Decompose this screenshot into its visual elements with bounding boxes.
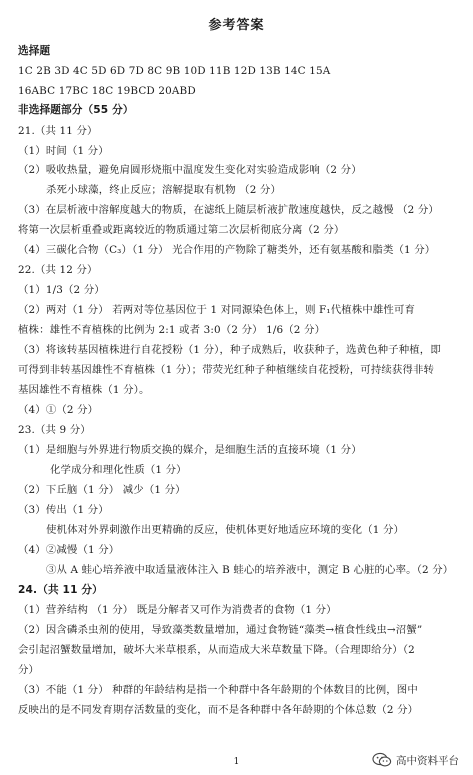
- answer-line: （4）三碳化合物（C₃）（1 分） 光合作用的产物除了糖类外，还有氨基酸和脂类（1 分）: [18, 244, 436, 256]
- answer-line: （2）因含磷杀虫剂的使用，导致藻类数量增加，通过食物链“藻类→植食性线虫→沼蟹”: [18, 624, 423, 636]
- answer-line: （4）①（2 分）: [18, 404, 99, 416]
- answer-line: （2）吸收热量，避免肩圆形烧瓶中温度发生变化对实验造成影响（2 分）: [18, 164, 362, 176]
- answer-line: 21.（共 11 分）: [18, 125, 98, 137]
- answer-line: 基因雄性不育植株（1 分）。: [18, 384, 150, 396]
- page-number: 1: [233, 757, 240, 767]
- answer-line: ③从 A 蛙心培养液中取适量液体注入 B 蛙心的培养液中，测定 B 心脏的心率。（2 分）: [46, 564, 454, 576]
- answer-line: 反映出的是不同发育期存活数量的变化，而不是各种群中各年龄期的个体总数（2 分）: [18, 704, 419, 716]
- answer-line: （2）下丘脑（1 分） 减少（1 分）: [18, 484, 186, 496]
- answer-line: 22.（共 12 分）: [18, 264, 98, 276]
- answer-line: 化学成分和理化性质（1 分）: [50, 464, 187, 476]
- answer-line: （1）时间（1 分）: [18, 145, 109, 157]
- answer-line: （4）②减慢（1 分）: [18, 544, 120, 556]
- answer-line: 24.（共 11 分）: [18, 584, 103, 596]
- answer-line: 会引起沼蟹数量增加，破坏大米草根系，从而造成大米草数量下降。（合理即给分）（2: [18, 644, 415, 656]
- page-title: 参考答案: [208, 18, 265, 33]
- answer-line: 1C 2B 3D 4C 5D 6D 7D 8C 9B 10D 11B 12D 13B 14C 15A: [18, 65, 331, 77]
- answer-line: 16ABC 17BC 18C 19BCD 20ABD: [18, 85, 196, 97]
- answer-line: 将第一次层析重叠或距离较近的物质通过第二次层析彻底分离（2 分）: [18, 224, 345, 236]
- answer-line: （1）是细胞与外界进行物质交换的媒介，是细胞生活的直接环境（1 分）: [18, 444, 362, 456]
- answer-line: （3）传出（1 分）: [18, 504, 109, 516]
- answer-line: （3）不能（1 分） 种群的年龄结构是指一个种群中各年龄期的个体数目的比例，图中: [18, 684, 418, 696]
- answer-line: 杀死小球藻，终止反应；溶解提取有机物 （2 分）: [46, 184, 282, 196]
- wechat-icon: [372, 752, 392, 768]
- answer-line: （3）将该转基因植株进行自花授粉（1 分），种子成熟后，收获种子，选黄色种子种植，即: [18, 344, 441, 356]
- answer-line: 非选择题部分（55 分）: [18, 104, 134, 116]
- answer-line: （1）营养结构 （1 分） 既是分解者又可作为消费者的食物（1 分）: [18, 604, 337, 616]
- answer-line: 选择题: [18, 45, 51, 57]
- answer-line: （1）1/3（2 分）: [18, 284, 105, 296]
- watermark: [372, 751, 459, 769]
- answer-line: 使机体对外界刺激作出更精确的反应，使机体更好地适应环境的变化（1 分）: [46, 524, 405, 536]
- answer-line: 可得到非转基因雄性不育植株（1 分）；带荧光红种子种植继续自花授粉，可持续获得非转: [18, 364, 435, 376]
- watermark-text: 高中资料平台: [396, 754, 459, 767]
- answer-line: （2）两对（1 分） 若两对等位基因位于 1 对同源染色体上，则 F₁代植株中雄性可育: [18, 304, 416, 316]
- answer-line: 23.（共 9 分）: [18, 424, 91, 436]
- answer-line: 分）: [18, 664, 40, 676]
- answer-line: 植株：雄性不育植株的比例为 2:1 或者 3:0（2 分） 1/6（2 分）: [18, 324, 326, 336]
- answer-line: （3）在层析液中溶解度越大的物质，在滤纸上随层析液扩散速度越快，反之越慢 （2 分）: [18, 204, 439, 216]
